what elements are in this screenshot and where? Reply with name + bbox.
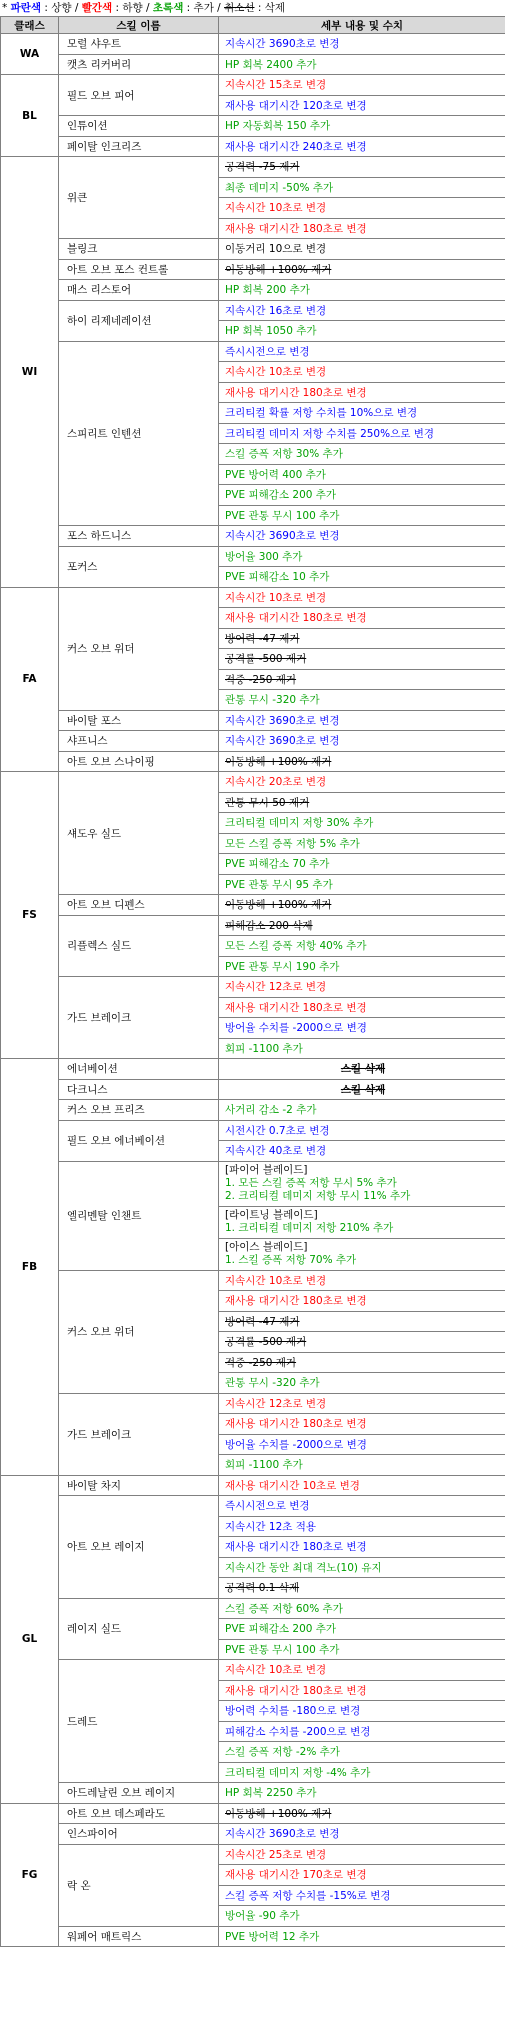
detail-cell: 지속시간 20초로 변경: [219, 772, 505, 793]
detail-cell: 방어력 -47 제거: [219, 1311, 505, 1332]
detail-cell: 이동방해 +100% 제거: [219, 895, 505, 916]
detail-cell: 회피 -1100 추가: [219, 1455, 505, 1476]
skill-name-cell: 아트 오브 레이지: [59, 1496, 219, 1599]
table-row: [1, 116, 505, 137]
detail-cell: 시전시간 0.7초로 변경: [219, 1120, 505, 1141]
table-row: [1, 1496, 505, 1517]
detail-cell: 지속시간 25초로 변경: [219, 1844, 505, 1865]
detail-cell: 방어력 -47 제거: [219, 628, 505, 649]
legend-blue-desc: : 상향 /: [41, 2, 82, 14]
detail-cell: 재사용 대기시간 180초로 변경: [219, 382, 505, 403]
skill-change-table: [0, 16, 505, 1947]
detail-cell: PVE 피해감소 10 추가: [219, 567, 505, 588]
detail-line: 1. 크리티컬 데미지 저항 210% 추가: [225, 1222, 394, 1234]
skill-name-cell: 위큰: [59, 157, 219, 239]
table-row: [1, 1783, 505, 1804]
skill-name-cell: 아트 오브 포스 컨트롤: [59, 259, 219, 280]
table-row: [1, 587, 505, 608]
skill-name-cell: 엘리멘탈 인챈트: [59, 1161, 219, 1270]
skill-name-cell: 포스 하드니스: [59, 526, 219, 547]
detail-cell: 방어력 수치를 -180으로 변경: [219, 1701, 505, 1722]
detail-cell-multiline: [219, 1238, 505, 1270]
skill-name-cell: 필드 오브 에너베이션: [59, 1120, 219, 1161]
table-row: [1, 1393, 505, 1414]
detail-cell: 지속시간 10초로 변경: [219, 198, 505, 219]
detail-cell-multiline: [219, 1206, 505, 1238]
detail-cell: 재사용 대기시간 180초로 변경: [219, 218, 505, 239]
table-row: [1, 1475, 505, 1496]
table-row: [1, 977, 505, 998]
detail-cell: 피해감소 수치를 -200으로 변경: [219, 1721, 505, 1742]
table-row: [1, 1100, 505, 1121]
detail-cell: 재사용 대기시간 240초로 변경: [219, 136, 505, 157]
detail-cell: 지속시간 40초로 변경: [219, 1141, 505, 1162]
detail-cell: PVE 피해감소 200 추가: [219, 485, 505, 506]
detail-cell: PVE 방어력 12 추가: [219, 1926, 505, 1947]
table-row: [1, 136, 505, 157]
skill-name-cell: 에너베이션: [59, 1059, 219, 1080]
table-row: [1, 1270, 505, 1291]
detail-cell: 지속시간 10초로 변경: [219, 1660, 505, 1681]
table-row: [1, 1161, 505, 1206]
skill-name-cell: 샤프니스: [59, 731, 219, 752]
table-row: [1, 75, 505, 96]
table-row: [1, 731, 505, 752]
detail-cell: 공격률 -500 제거: [219, 649, 505, 670]
detail-cell: PVE 관통 무시 95 추가: [219, 874, 505, 895]
detail-cell: PVE 피해감소 200 추가: [219, 1619, 505, 1640]
header-details: 세부 내용 및 수치: [219, 17, 505, 34]
table-row: [1, 751, 505, 772]
detail-cell: 지속시간 3690초로 변경: [219, 1824, 505, 1845]
header-skill: 스킬 이름: [59, 17, 219, 34]
detail-cell: 이동방해 +100% 제거: [219, 1803, 505, 1824]
detail-cell: 적중 -250 제거: [219, 669, 505, 690]
skill-name-cell: 아트 오브 데스페라도: [59, 1803, 219, 1824]
legend-prefix: *: [2, 2, 11, 14]
class-name-cell: WI: [1, 157, 59, 588]
detail-cell: 스킬 삭제: [219, 1059, 505, 1080]
detail-cell: 크리티컬 데미지 저항 수치를 250%으로 변경: [219, 423, 505, 444]
skill-name-cell: 포커스: [59, 546, 219, 587]
detail-cell: 스킬 증폭 저항 -2% 추가: [219, 1742, 505, 1763]
detail-cell: 스킬 증폭 저항 30% 추가: [219, 444, 505, 465]
legend-green-label: 초록색: [152, 2, 184, 14]
legend-strike-label: 취소선: [224, 2, 255, 14]
skill-name-cell: 바이탈 차지: [59, 1475, 219, 1496]
table-body: [1, 34, 505, 1947]
detail-cell: PVE 관통 무시 190 추가: [219, 956, 505, 977]
class-name-cell: FB: [1, 1059, 59, 1476]
detail-cell: 스킬 삭제: [219, 1079, 505, 1100]
class-name-cell: FS: [1, 772, 59, 1059]
legend-red-desc: : 하향 /: [112, 2, 153, 14]
detail-cell: 재사용 대기시간 180초로 변경: [219, 608, 505, 629]
detail-cell: 지속시간 16초로 변경: [219, 300, 505, 321]
table-row: [1, 1803, 505, 1824]
table-row: [1, 1598, 505, 1619]
detail-cell: 모든 스킬 증폭 저항 40% 추가: [219, 936, 505, 957]
detail-cell: 방어율 -90 추가: [219, 1906, 505, 1927]
detail-cell: 스킬 증폭 저항 60% 추가: [219, 1598, 505, 1619]
detail-cell: 지속시간 10초로 변경: [219, 1270, 505, 1291]
detail-cell: HP 회복 1050 추가: [219, 321, 505, 342]
skill-name-cell: 인튜이션: [59, 116, 219, 137]
skill-name-cell: 커스 오브 위더: [59, 1270, 219, 1393]
detail-cell: PVE 관통 무시 100 추가: [219, 505, 505, 526]
detail-cell: 방어율 수치를 -2000으로 변경: [219, 1018, 505, 1039]
detail-line: 1. 스킬 증폭 저항 70% 추가: [225, 1254, 357, 1266]
detail-line: [파이어 블레이드]: [225, 1164, 308, 1176]
skill-name-cell: 블링크: [59, 239, 219, 260]
skill-name-cell: 매스 리스토어: [59, 280, 219, 301]
skill-name-cell: 스피리트 인텐션: [59, 341, 219, 526]
detail-cell: 지속시간 3690초로 변경: [219, 731, 505, 752]
detail-cell: HP 회복 200 추가: [219, 280, 505, 301]
detail-cell: 관통 무시 -320 추가: [219, 1373, 505, 1394]
skill-name-cell: 인스파이어: [59, 1824, 219, 1845]
detail-cell: PVE 피해감소 70 추가: [219, 854, 505, 875]
table-row: [1, 259, 505, 280]
table-row: [1, 239, 505, 260]
detail-cell: PVE 방어력 400 추가: [219, 464, 505, 485]
detail-cell: 지속시간 3690초로 변경: [219, 710, 505, 731]
table-row: [1, 1926, 505, 1947]
skill-name-cell: 워페어 매트릭스: [59, 1926, 219, 1947]
table-row: [1, 341, 505, 362]
class-name-cell: FG: [1, 1803, 59, 1947]
detail-line: 2. 크리티컬 데미지 저항 무시 11% 추가: [225, 1190, 411, 1202]
detail-line: [라이트닝 블레이드]: [225, 1209, 318, 1221]
detail-cell: 크리티컬 데미지 저항 -4% 추가: [219, 1762, 505, 1783]
table-row: [1, 280, 505, 301]
table-row: [1, 1660, 505, 1681]
table-row: [1, 1059, 505, 1080]
detail-cell: 적중 -250 제거: [219, 1352, 505, 1373]
skill-name-cell: 커스 오브 프리즈: [59, 1100, 219, 1121]
skill-name-cell: 커스 오브 위더: [59, 587, 219, 710]
table-row: [1, 34, 505, 55]
skill-name-cell: 하이 리제네레이션: [59, 300, 219, 341]
legend-red-label: 빨간색: [81, 2, 113, 14]
table-row: [1, 710, 505, 731]
detail-cell: 이동방해 +100% 제거: [219, 751, 505, 772]
table-row: [1, 1120, 505, 1141]
skill-name-cell: 바이탈 포스: [59, 710, 219, 731]
detail-cell: 지속시간 12초로 변경: [219, 1393, 505, 1414]
skill-name-cell: 가드 브레이크: [59, 1393, 219, 1475]
class-name-cell: WA: [1, 34, 59, 75]
detail-cell: 즉시시전으로 변경: [219, 341, 505, 362]
detail-cell: 재사용 대기시간 170초로 변경: [219, 1865, 505, 1886]
table-row: [1, 54, 505, 75]
detail-cell: 지속시간 12초 적용: [219, 1516, 505, 1537]
legend-blue-label: 파란색: [10, 2, 42, 14]
table-row: [1, 1824, 505, 1845]
detail-cell: 모든 스킬 증폭 저항 5% 추가: [219, 833, 505, 854]
detail-cell: 이동방해 +100% 제거: [219, 259, 505, 280]
skill-name-cell: 필드 오브 피어: [59, 75, 219, 116]
class-name-cell: FA: [1, 587, 59, 772]
detail-cell: 사거리 감소 -2 추가: [219, 1100, 505, 1121]
legend-green-desc: : 추가 /: [183, 2, 225, 14]
detail-cell: 스킬 증폭 저항 수치를 -15%로 변경: [219, 1885, 505, 1906]
skill-name-cell: 페이탈 인크리즈: [59, 136, 219, 157]
skill-name-cell: 락 온: [59, 1844, 219, 1926]
detail-cell: 재사용 대기시간 180초로 변경: [219, 997, 505, 1018]
table-row: [1, 895, 505, 916]
detail-cell: 지속시간 10초로 변경: [219, 362, 505, 383]
skill-name-cell: 드레드: [59, 1660, 219, 1783]
legend-strike-desc: : 삭제: [254, 2, 285, 14]
detail-cell: 지속시간 10초로 변경: [219, 587, 505, 608]
detail-cell: 크리티컬 확률 저항 수치를 10%으로 변경: [219, 403, 505, 424]
detail-cell: 재사용 대기시간 120초로 변경: [219, 95, 505, 116]
table-row: [1, 772, 505, 793]
detail-cell: 이동거리 10으로 변경: [219, 239, 505, 260]
detail-cell: 공격력 0.1 삭제: [219, 1578, 505, 1599]
table-row: [1, 157, 505, 178]
table-row: [1, 1079, 505, 1100]
detail-cell: HP 회복 2400 추가: [219, 54, 505, 75]
detail-cell: 피해감소 200 삭제: [219, 915, 505, 936]
detail-cell: HP 회복 2250 추가: [219, 1783, 505, 1804]
detail-line: 1. 모든 스킬 증폭 저항 무시 5% 추가: [225, 1177, 397, 1189]
detail-cell: 재사용 대기시간 10초로 변경: [219, 1475, 505, 1496]
skill-name-cell: 모럴 샤우트: [59, 34, 219, 55]
skill-name-cell: 아트 오브 스나이핑: [59, 751, 219, 772]
color-legend: [0, 0, 505, 16]
skill-name-cell: 리플렉스 실드: [59, 915, 219, 977]
detail-cell: 방어율 수치를 -2000으로 변경: [219, 1434, 505, 1455]
header-class: 클래스: [1, 17, 59, 34]
detail-cell: 지속시간 15초로 변경: [219, 75, 505, 96]
table-row: [1, 300, 505, 321]
detail-cell: 공격률 -500 제거: [219, 1332, 505, 1353]
skill-name-cell: 레이지 실드: [59, 1598, 219, 1660]
detail-cell: 지속시간 동안 최대 격노(10) 유지: [219, 1557, 505, 1578]
table-row: [1, 915, 505, 936]
detail-cell: 크리티컬 데미지 저항 30% 추가: [219, 813, 505, 834]
skill-name-cell: 캣츠 리커버리: [59, 54, 219, 75]
skill-change-table-wrapper: [0, 16, 505, 1947]
detail-cell: 관통 무시 -320 추가: [219, 690, 505, 711]
detail-cell: 방어율 300 추가: [219, 546, 505, 567]
detail-cell: 지속시간 3690초로 변경: [219, 526, 505, 547]
table-row: [1, 1844, 505, 1865]
detail-cell: 최종 데미지 -50% 추가: [219, 177, 505, 198]
detail-cell: 지속시간 3690초로 변경: [219, 34, 505, 55]
detail-cell: PVE 관통 무시 100 추가: [219, 1639, 505, 1660]
table-row: [1, 546, 505, 567]
detail-cell: 공격력 -75 제거: [219, 157, 505, 178]
detail-cell: 관통 무시 50 제거: [219, 792, 505, 813]
detail-cell: 즉시시전으로 변경: [219, 1496, 505, 1517]
detail-line: [아이스 블레이드]: [225, 1241, 308, 1253]
detail-cell: 지속시간 12초로 변경: [219, 977, 505, 998]
detail-cell: 재사용 대기시간 180초로 변경: [219, 1680, 505, 1701]
skill-name-cell: 아트 오브 디펜스: [59, 895, 219, 916]
table-row: [1, 526, 505, 547]
detail-cell: HP 자동회복 150 추가: [219, 116, 505, 137]
detail-cell: 재사용 대기시간 180초로 변경: [219, 1414, 505, 1435]
skill-name-cell: 아드레날린 오브 레이지: [59, 1783, 219, 1804]
detail-cell: 재사용 대기시간 180초로 변경: [219, 1537, 505, 1558]
detail-cell: 재사용 대기시간 180초로 변경: [219, 1291, 505, 1312]
skill-name-cell: 다크니스: [59, 1079, 219, 1100]
class-name-cell: GL: [1, 1475, 59, 1803]
detail-cell-multiline: [219, 1161, 505, 1206]
detail-cell: 회피 -1100 추가: [219, 1038, 505, 1059]
class-name-cell: BL: [1, 75, 59, 157]
skill-name-cell: 섀도우 실드: [59, 772, 219, 895]
table-header-row: [1, 17, 505, 34]
skill-name-cell: 가드 브레이크: [59, 977, 219, 1059]
